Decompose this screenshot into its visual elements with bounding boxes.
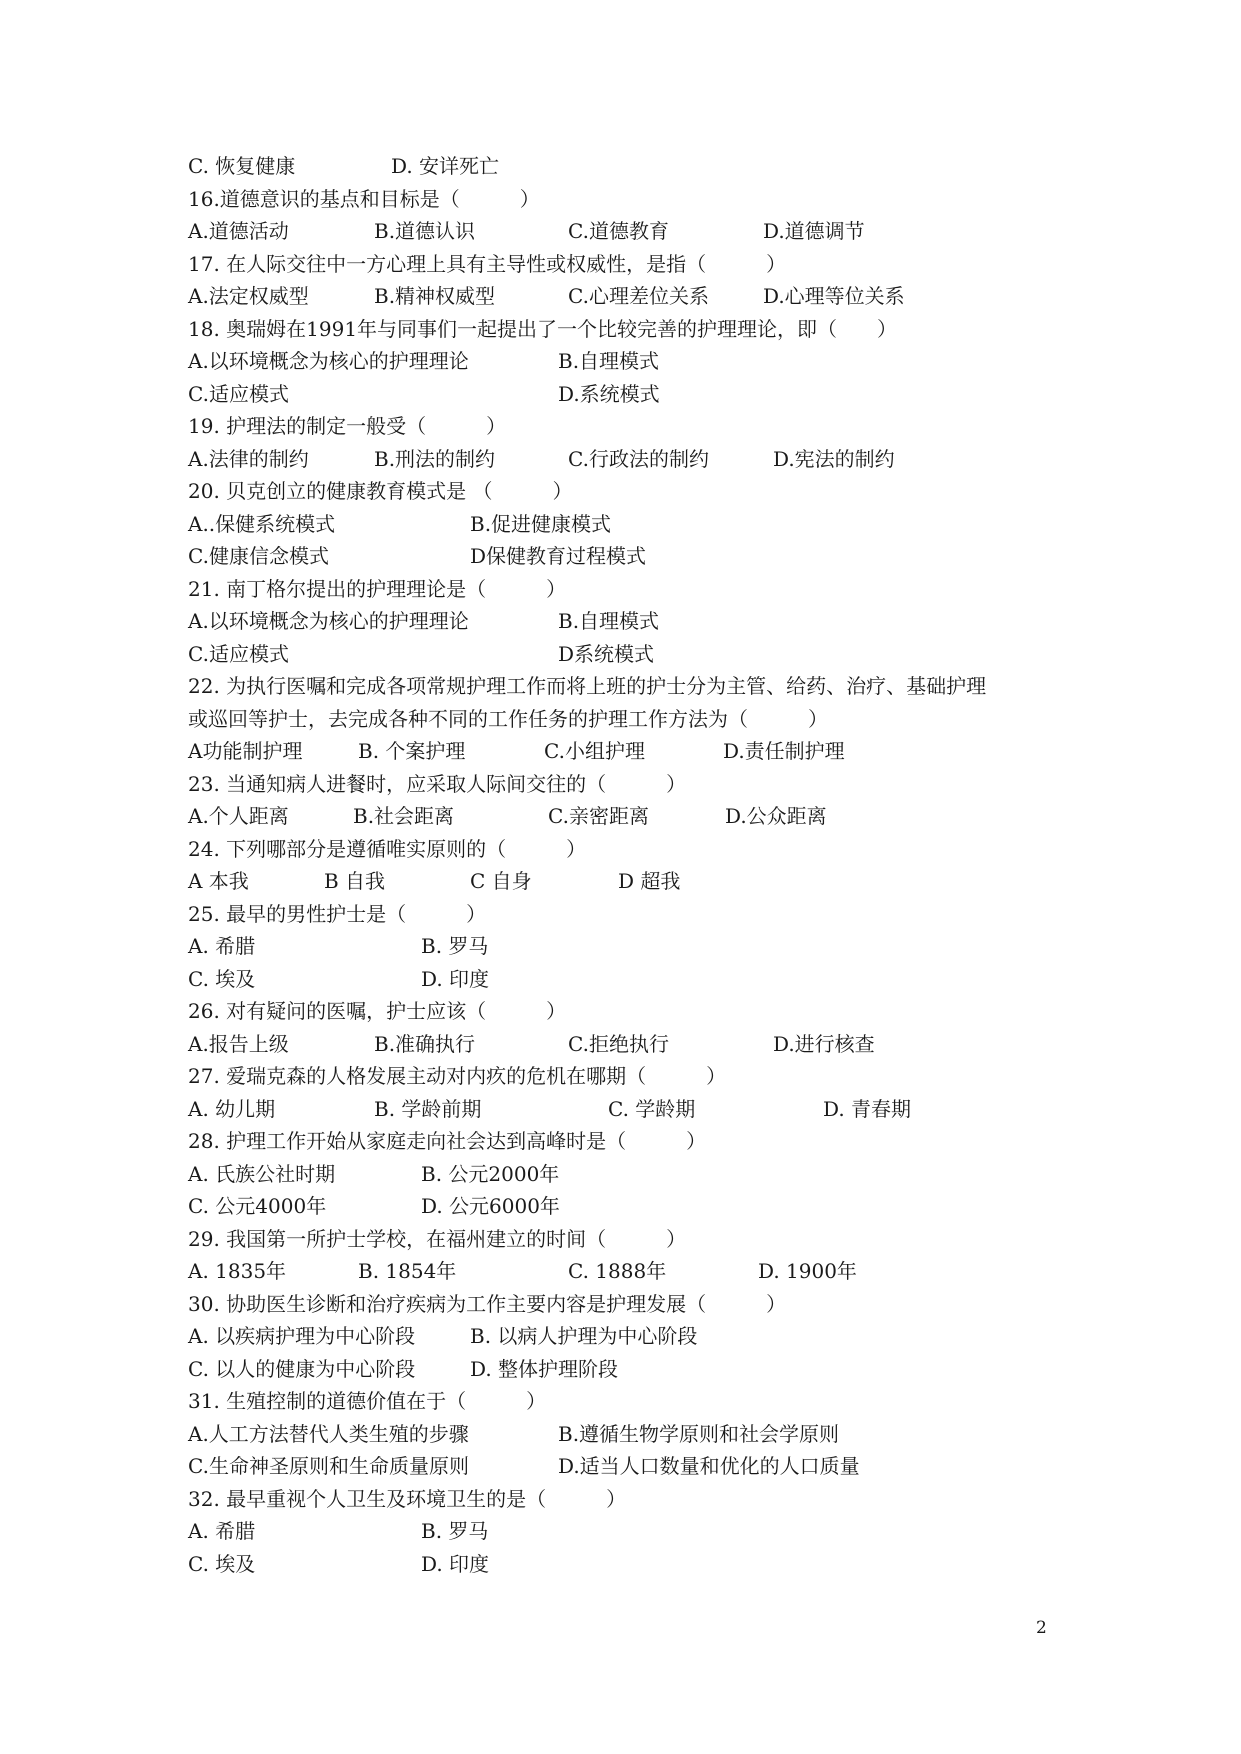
option-a: A 本我: [188, 869, 249, 893]
option-row: [188, 800, 1088, 833]
question-text: 21. 南丁格尔提出的护理理论是（ ）: [188, 576, 567, 601]
option-d: D.心理等位关系: [763, 284, 905, 308]
option-row: [188, 1255, 1088, 1288]
option-b: B.遵循生物学原则和社会学原则: [558, 1421, 840, 1446]
option-a: A.以环境概念为核心的护理理论: [188, 349, 469, 373]
option-row: [188, 638, 1088, 671]
option-b: B. 罗马: [421, 1519, 489, 1543]
question-text: 22. 为执行医嘱和完成各项常规护理工作而将上班的护士分为主管、给药、治疗、基础护理: [188, 674, 987, 698]
option-a: C. 以人的健康为中心阶段: [188, 1356, 416, 1381]
option-row: [188, 280, 1088, 313]
option-b: B.自理模式: [558, 349, 660, 373]
option-b: D. 印度: [421, 1551, 490, 1576]
option-b: B.准确执行: [374, 1031, 476, 1056]
option-row: [188, 345, 1088, 378]
option-d: D.宪法的制约: [773, 446, 895, 471]
option-row: [188, 540, 1088, 573]
option-row: [188, 378, 1088, 411]
question-text: 16.道德意识的基点和目标是（ ）: [188, 186, 540, 211]
option-d: D.公众距离: [725, 804, 827, 828]
question-text: 26. 对有疑问的医嘱，护士应该（ ）: [188, 999, 567, 1023]
option-a: C. 恢复健康: [188, 154, 296, 178]
option-a: A. 以疾病护理为中心阶段: [188, 1324, 416, 1348]
option-row: [188, 1450, 1088, 1483]
option-d: D 超我: [618, 869, 681, 893]
option-b: B. 以病人护理为中心阶段: [470, 1324, 698, 1348]
option-b: D.适当人口数量和优化的人口质量: [558, 1454, 860, 1478]
option-c: C.道德教育: [568, 219, 669, 243]
option-a: A.以环境概念为核心的护理理论: [188, 609, 469, 633]
option-b: D. 安详死亡: [391, 154, 500, 178]
option-d: D. 1900年: [758, 1259, 857, 1283]
question-list: [188, 150, 1088, 1580]
option-row: [188, 963, 1088, 996]
option-d: D. 青春期: [823, 1096, 912, 1121]
option-b: B.促进健康模式: [470, 511, 612, 536]
question-text: 29. 我国第一所护士学校，在福州建立的时间（ ）: [188, 1226, 687, 1251]
question-text: 23. 当通知病人进餐时，应采取人际间交往的（ ）: [188, 771, 687, 796]
option-b: D系统模式: [558, 641, 655, 666]
question-text: 30. 协助医生诊断和治疗疾病为工作主要内容是护理发展（ ）: [188, 1291, 787, 1316]
option-a: C. 埃及: [188, 966, 256, 991]
option-b: B. 公元2000年: [421, 1161, 560, 1186]
option-b: B. 个案护理: [358, 739, 466, 763]
option-c: C.心理差位关系: [568, 284, 709, 308]
option-c: C.亲密距离: [548, 804, 649, 828]
option-row: [188, 1515, 1088, 1548]
question-text: 19. 护理法的制定一般受（ ）: [188, 414, 507, 438]
option-a: A.法定权威型: [188, 284, 309, 308]
option-a: C. 埃及: [188, 1551, 256, 1576]
question-text: 25. 最早的男性护士是（ ）: [188, 901, 487, 926]
question-text: 32. 最早重视个人卫生及环境卫生的是（ ）: [188, 1486, 627, 1511]
question-text: 24. 下列哪部分是遵循唯实原则的（ ）: [188, 836, 587, 861]
page-number: 2: [1036, 1618, 1047, 1638]
option-c: C 自身: [470, 869, 532, 893]
option-a: A.法律的制约: [188, 446, 309, 471]
option-b: B. 1854年: [358, 1259, 457, 1283]
option-a: C.健康信念模式: [188, 544, 329, 568]
option-a: A.报告上级: [188, 1031, 289, 1056]
option-b: D.系统模式: [558, 381, 660, 406]
option-c: C. 学龄期: [608, 1096, 696, 1121]
option-row: [188, 1353, 1088, 1386]
option-b: D. 印度: [421, 966, 490, 991]
option-b: B 自我: [324, 869, 386, 893]
option-row: [188, 605, 1088, 638]
option-row: [188, 735, 1088, 768]
option-a: A功能制护理: [188, 739, 303, 763]
option-row: [188, 1548, 1088, 1581]
option-a: C. 公元4000年: [188, 1194, 327, 1218]
option-a: C.适应模式: [188, 641, 289, 666]
question-text: 20. 贝克创立的健康教育模式是 （ ）: [188, 479, 573, 503]
question-text: 27. 爱瑞克森的人格发展主动对内疚的危机在哪期（ ）: [188, 1064, 727, 1088]
option-row: [188, 443, 1088, 476]
option-row: [188, 1418, 1088, 1451]
question-text: 或巡回等护士，去完成各种不同的工作任务的护理工作方法为（ ）: [188, 706, 828, 731]
option-row: [188, 1028, 1088, 1061]
option-c: C.小组护理: [544, 739, 645, 763]
option-row: [188, 1158, 1088, 1191]
option-b: B.社会距离: [353, 804, 455, 828]
option-a: A. 1835年: [188, 1259, 287, 1283]
option-a: A. 幼儿期: [188, 1096, 276, 1121]
option-d: D.道德调节: [763, 219, 865, 243]
option-b: B.精神权威型: [374, 284, 496, 308]
option-a: A..保健系统模式: [188, 511, 336, 536]
question-text: 17. 在人际交往中一方心理上具有主导性或权威性，是指（ ）: [188, 251, 787, 276]
option-b: D保健教育过程模式: [470, 544, 647, 568]
option-row: [188, 865, 1088, 898]
option-row: [188, 508, 1088, 541]
option-b: B.刑法的制约: [374, 446, 496, 471]
option-a: A. 希腊: [188, 1519, 256, 1543]
option-d: D.责任制护理: [723, 739, 845, 763]
option-a: A. 氏族公社时期: [188, 1161, 336, 1186]
option-b: B. 学龄前期: [374, 1096, 482, 1121]
option-c: C. 1888年: [568, 1259, 667, 1283]
option-b: D. 公元6000年: [421, 1194, 560, 1218]
option-b: B. 罗马: [421, 934, 489, 958]
option-b: B.道德认识: [374, 219, 476, 243]
option-c: C.拒绝执行: [568, 1031, 669, 1056]
question-text: 31. 生殖控制的道德价值在于（ ）: [188, 1389, 547, 1413]
question-text: 18. 奥瑞姆在1991年与同事们一起提出了一个比较完善的护理理论，即（ ）: [188, 316, 898, 341]
option-a: A. 希腊: [188, 934, 256, 958]
option-a: A.个人距离: [188, 804, 289, 828]
option-row: [188, 1320, 1088, 1353]
question-text: 28. 护理工作开始从家庭走向社会达到高峰时是（ ）: [188, 1129, 707, 1153]
option-row: [188, 930, 1088, 963]
option-row: [188, 1190, 1088, 1223]
option-a: A.人工方法替代人类生殖的步骤: [188, 1421, 469, 1446]
option-a: C.适应模式: [188, 381, 289, 406]
option-row: [188, 1093, 1088, 1126]
option-b: B.自理模式: [558, 609, 660, 633]
option-c: C.行政法的制约: [568, 446, 709, 471]
option-row: [188, 215, 1088, 248]
option-row: [188, 150, 1088, 183]
option-b: D. 整体护理阶段: [470, 1356, 619, 1381]
option-a: C.生命神圣原则和生命质量原则: [188, 1454, 469, 1478]
option-a: A.道德活动: [188, 219, 289, 243]
option-d: D.进行核查: [773, 1031, 875, 1056]
